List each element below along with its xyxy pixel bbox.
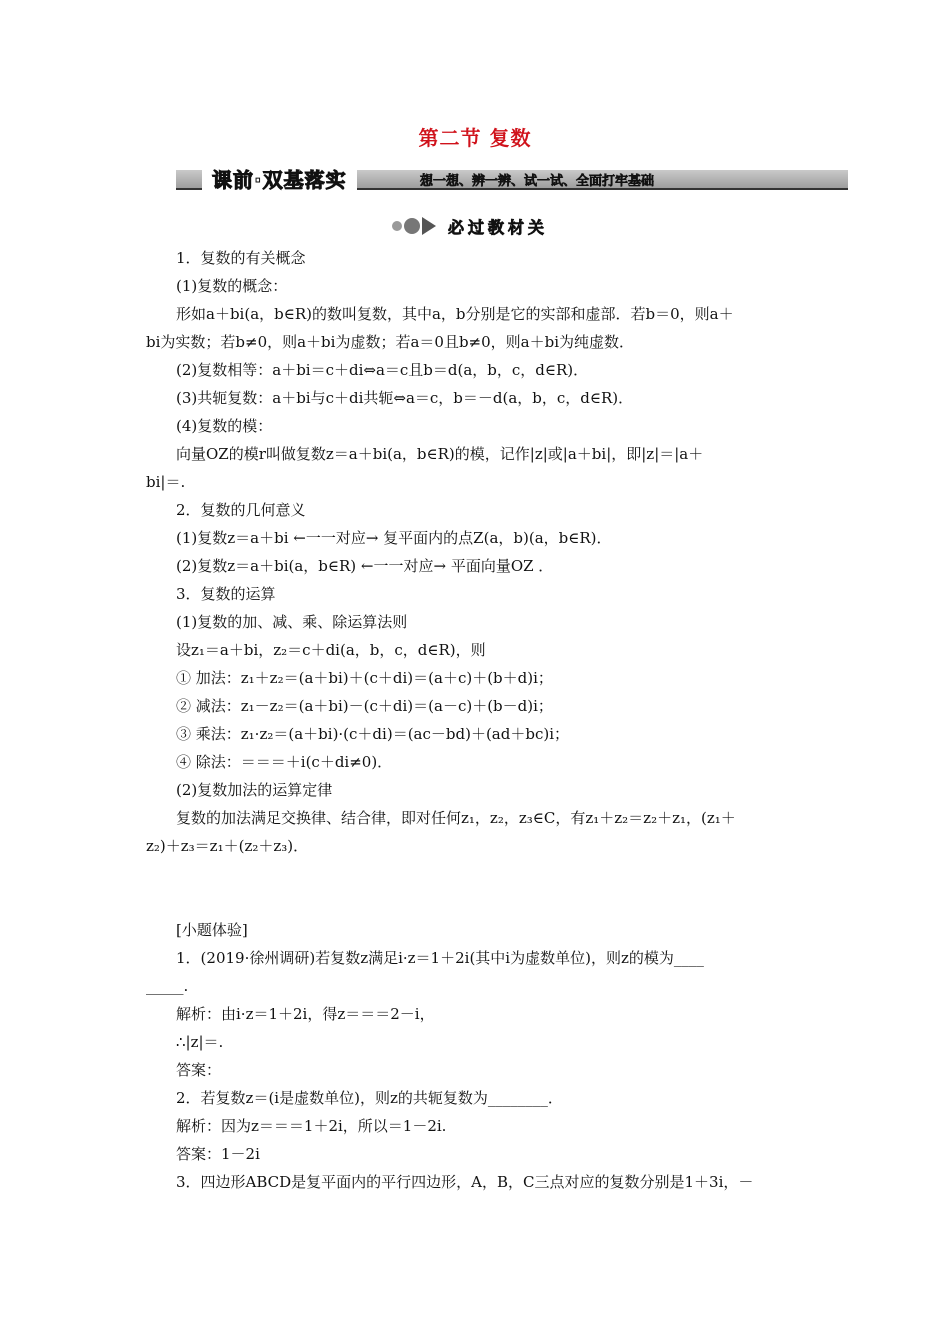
text-line: 设z₁＝a＋bi，z₂＝c＋di(a，b，c，d∈R)，则 [176, 641, 486, 659]
concept-section [146, 244, 814, 860]
text-line: ② 减法：z₁－z₂＝(a＋bi)－(c＋di)＝(a－c)＋(b－d)i； [176, 697, 553, 715]
text-line: ① 加法：z₁＋z₂＝(a＋bi)＋(c＋di)＝(a＋c)＋(b＋d)i； [176, 669, 553, 687]
text-line: bi为实数；若b≠0，则a＋bi为虚数；若a＝0且b≠0，则a＋bi为纯虚数． [146, 333, 635, 351]
text-line: _____. [146, 977, 189, 995]
text-line: 3．四边形ABCD是复平面内的平行四边形，A，B，C三点对应的复数分别是1＋3i，－ [176, 1173, 754, 1191]
text-line: 向量OZ的模r叫做复数z＝a＋bi(a，b∈R)的模，记作|z|或|a＋bi|，即|z|＝|a＋ [176, 445, 704, 463]
section-pill [392, 215, 592, 237]
text-line: 1．复数的有关概念 [176, 249, 306, 267]
text-line: (2)复数相等：a＋bi＝c＋di⇔a＝c且b＝d(a，b，c，d∈R)． [176, 361, 589, 379]
document-body [146, 244, 814, 1196]
text-line: 形如a＋bi(a，b∈R)的数叫复数，其中a，b分别是它的实部和虚部．若b＝0，则a＋ [176, 305, 734, 323]
text-line: 2．若复数z＝(i是虚数单位)，则z的共轭复数为________． [176, 1089, 563, 1107]
page-title: 第二节 复数 [418, 126, 532, 150]
text-line: bi|＝. [146, 473, 186, 491]
banner-main-label: 课前·双基落实 [202, 164, 357, 192]
text-line: 解析：因为z＝＝＝1＋2i，所以＝1－2i. [176, 1117, 447, 1135]
text-line: (1)复数的概念： [176, 277, 288, 295]
text-line: [小题体验] [176, 921, 248, 939]
practice-section [146, 916, 814, 1196]
section-gap [146, 860, 814, 916]
text-line: 复数的加法满足交换律、结合律，即对任何z₁，z₂，z₃∈C，有z₁＋z₂＝z₂＋z₁，(z₁＋ [176, 809, 736, 827]
text-line: (2)复数z＝a＋bi(a，b∈R) ←一一对应→ 平面向量OZ ． [176, 557, 554, 575]
text-line: ③ 乘法：z₁·z₂＝(a＋bi)·(c＋di)＝(ac－bd)＋(ad＋bc)i； [176, 725, 569, 743]
text-line: (2)复数加法的运算定律 [176, 781, 333, 799]
text-line: (3)共轭复数：a＋bi与c＋di共轭⇔a＝c，b＝－d(a，b，c，d∈R)． [176, 389, 634, 407]
text-line: 1．(2019·徐州调研)若复数z满足i·z＝1＋2i(其中i为虚数单位)，则z的模为____ [176, 949, 704, 967]
section-banner [176, 166, 848, 194]
text-line: (4)复数的模： [176, 417, 273, 435]
dot-icon [392, 221, 402, 231]
text-line: ④ 除法：＝＝＝＋i(c＋di≠0)． [176, 753, 393, 771]
text-line: (1)复数z＝a＋bi ←一一对应→ 复平面内的点Z(a，b)(a，b∈R)． [176, 529, 612, 547]
text-line: ∴|z|＝. [176, 1033, 224, 1051]
text-line: 2．复数的几何意义 [176, 501, 306, 519]
text-line: 答案：1－2i [176, 1145, 260, 1163]
section-pill-label: 必过教材关 [448, 218, 549, 237]
text-line: 答案： [176, 1061, 222, 1079]
text-line: 解析：由i·z＝1＋2i，得z＝＝＝2－i， [176, 1005, 435, 1023]
text-line: 3．复数的运算 [176, 585, 276, 603]
dot-icon [404, 218, 420, 234]
banner-sub-label: 想一想、辨一辨、试一试、全面打牢基础 [420, 174, 655, 189]
text-line: z₂)＋z₃＝z₁＋(z₂＋z₃)． [146, 837, 309, 855]
arrow-right-icon [422, 217, 436, 235]
text-line: (1)复数的加、减、乘、除运算法则 [176, 613, 408, 631]
